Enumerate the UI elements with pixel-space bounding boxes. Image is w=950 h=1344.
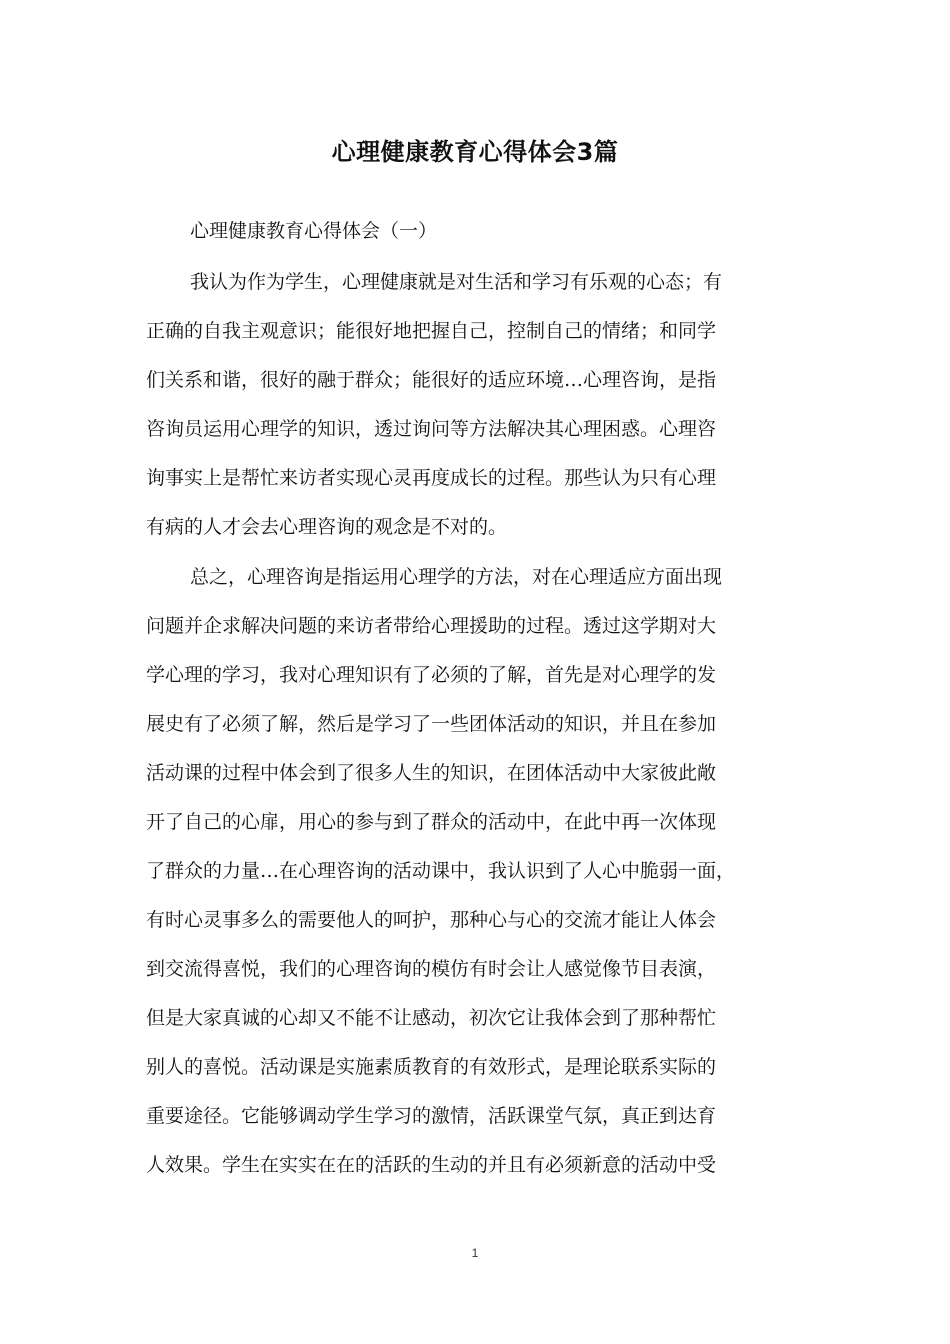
paragraph-line: 询事实上是帮忙来访者实现心灵再度成长的过程。那些认为只有心理 (146, 467, 717, 489)
paragraph-line: 正确的自我主观意识；能很好地把握自己，控制自己的情绪；和同学 (146, 320, 717, 342)
paragraph-line: 总之，心理咨询是指运用心理学的方法，对在心理适应方面出现 (190, 566, 723, 588)
paragraph-1 (146, 258, 806, 552)
paragraph-line: 有时心灵事多么的需要他人的呵护，那种心与心的交流才能让人体会 (146, 909, 717, 931)
page-number: 1 (471, 1246, 479, 1260)
paragraph-line: 人效果。学生在实实在在的活跃的生动的并且有必须新意的活动中受 (146, 1154, 717, 1176)
paragraph-line: 活动课的过程中体会到了很多人生的知识，在团体活动中大家彼此敞 (146, 762, 717, 784)
paragraph-line: 有病的人才会去心理咨询的观念是不对的。 (146, 516, 508, 538)
paragraph-line: 开了自己的心扉，用心的参与到了群众的活动中，在此中再一次体现 (146, 811, 717, 833)
paragraph-line: 展史有了必须了解，然后是学习了一些团体活动的知识，并且在参加 (146, 713, 717, 735)
paragraph-line: 重要途径。它能够调动学生学习的激情，活跃课堂气氛，真正到达育 (146, 1105, 717, 1127)
paragraph-line: 到交流得喜悦，我们的心理咨询的模仿有时会让人感觉像节目表演， (146, 958, 717, 980)
paragraph-2 (146, 553, 806, 1190)
paragraph-line: 问题并企求解决问题的来访者带给心理援助的过程。透过这学期对大 (146, 615, 717, 637)
paragraph-line: 但是大家真诚的心却又不能不让感动，初次它让我体会到了那种帮忙 (146, 1007, 717, 1029)
paragraph-line: 咨询员运用心理学的知识，透过询问等方法解决其心理困惑。心理咨 (146, 418, 717, 440)
document-title: 心理健康教育心得体会3篇 (331, 138, 619, 166)
section-heading: 心理健康教育心得体会（一） (190, 220, 438, 242)
paragraph-line: 别人的喜悦。活动课是实施素质教育的有效形式，是理论联系实际的 (146, 1056, 717, 1078)
paragraph-line: 学心理的学习，我对心理知识有了必须的了解，首先是对心理学的发 (146, 664, 717, 686)
paragraph-line: 了群众的力量…在心理咨询的活动课中，我认识到了人心中脆弱一面， (146, 860, 736, 882)
paragraph-line: 我认为作为学生，心理健康就是对生活和学习有乐观的心态；有 (190, 271, 723, 293)
paragraph-line: 们关系和谐，很好的融于群众；能很好的适应环境…心理咨询，是指 (146, 369, 717, 391)
